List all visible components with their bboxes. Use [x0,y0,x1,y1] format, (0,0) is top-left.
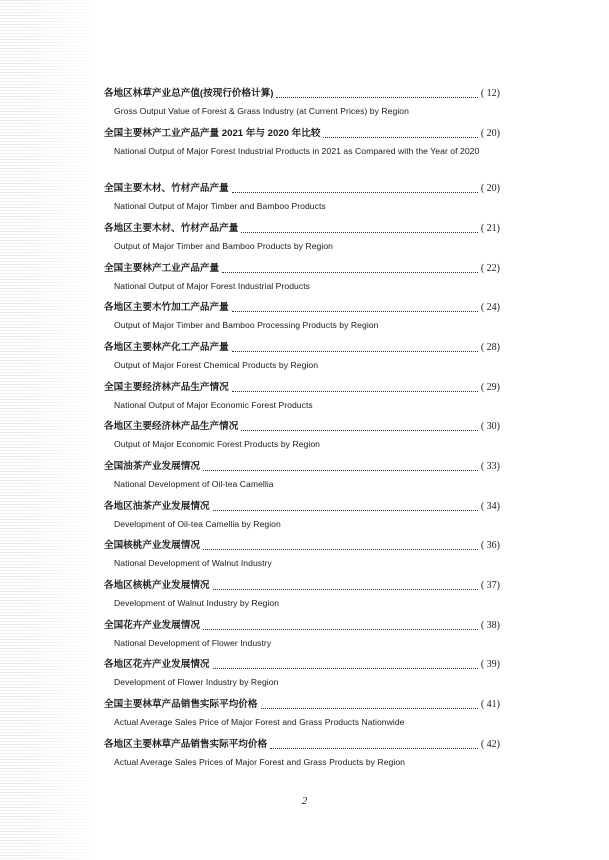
toc-entry[interactable] [104,459,500,499]
toc-entry-heading [104,618,500,634]
toc-chinese-title: 各地区核桃产业发展情况 [104,580,210,592]
toc-chinese-title: 各地区主要木材、竹材产品产量 [104,222,239,234]
toc-entry-heading [104,126,500,142]
toc-chinese-title: 各地区林草产业总产值(按现行价格计算) [104,88,274,99]
dot-leader [323,137,477,138]
toc-page-reference: ( 28) [480,341,500,353]
toc-chinese-title: 全国主要林产工业产品产量 [104,262,220,274]
toc-page-reference: ( 39) [480,659,500,671]
toc-chinese-title: 全国主要经济林产品生产情况 [104,381,229,393]
toc-entry-heading [104,538,500,554]
toc-entry[interactable] [104,618,500,658]
toc-entry[interactable] [104,86,500,126]
dot-leader [232,351,478,352]
toc-entry[interactable] [104,538,500,578]
dot-leader [203,470,478,471]
toc-page-reference: ( 24) [480,302,500,314]
dot-leader [213,589,478,590]
toc-chinese-title: 全国主要木材、竹材产品产量 [104,183,229,195]
toc-chinese-title: 各地区花卉产业发展情况 [104,659,210,671]
dot-leader [232,192,478,193]
toc-chinese-title: 各地区主要经济林产品生产情况 [104,421,239,433]
toc-entry[interactable] [104,578,500,618]
toc-entry-heading [104,737,500,753]
toc-entry-heading [104,181,500,197]
toc-english-title: National Development of Oil-tea Camellia [114,479,274,489]
toc-entry[interactable] [104,419,500,459]
toc-page-reference: ( 37) [480,580,500,592]
toc-chinese-title: 各地区主要林产化工产品产量 [104,341,229,353]
dot-leader [222,272,478,273]
toc-entry-heading [104,300,500,316]
toc-english-title: Output of Major Timber and Bamboo Products by Region [114,240,333,251]
toc-page-reference: ( 41) [480,699,500,711]
toc-page-reference: ( 42) [480,738,500,750]
toc-entry-heading [104,221,500,237]
toc-entry[interactable] [104,126,500,182]
toc-chinese-title: 全国油茶产业发展情况 [104,461,200,472]
toc-english-title: National Development of Walnut Industry [114,558,272,569]
dot-leader [270,748,478,749]
toc-english-title: Output of Major Timber and Bamboo Processing Products by Region [114,320,379,331]
toc-english-title: Gross Output Value of Forest & Grass Industry (at Current Prices) by Region [114,106,409,116]
toc-entry[interactable] [104,300,500,340]
dot-leader [241,232,478,233]
dot-leader [276,97,477,98]
toc-page-reference: ( 20) [480,127,500,139]
toc-entry-heading [104,459,500,475]
toc-entry[interactable] [104,181,500,221]
toc-english-title: National Output of Major Forest Industrial Products in 2021 as Compared with the Year of 2020 [114,145,480,156]
toc-chinese-title: 各地区主要木竹加工产品产量 [104,302,229,314]
toc-entry-heading [104,380,500,396]
toc-page-reference: ( 30) [480,421,500,433]
toc-entry[interactable] [104,499,500,539]
toc-english-title: Development of Walnut Industry by Region [114,598,280,609]
toc-entry-heading [104,578,500,594]
toc-english-title: Development of Oil-tea Camellia by Region [114,518,281,529]
page-number: 2 [301,795,308,807]
dot-leader [213,510,478,511]
toc-english-title: National Output of Major Timber and Bamboo Products [114,201,326,212]
toc-entry[interactable] [104,737,500,777]
toc-entry-heading [104,86,500,102]
dot-leader [232,391,478,392]
decorative-stripe-band [0,0,100,860]
dot-leader [232,311,478,312]
toc-english-title: Output of Major Economic Forest Products by Region [114,439,320,450]
toc-page-reference: ( 38) [480,619,500,631]
toc-entry-heading [104,340,500,356]
toc-english-title: National Output of Major Economic Forest Products [114,399,313,410]
toc-entry-heading [104,697,500,713]
dot-leader [203,549,478,550]
toc-chinese-title: 各地区油茶产业发展情况 [104,500,210,512]
toc-page-reference: ( 33) [480,461,500,472]
toc-english-title: National Development of Flower Industry [114,637,272,648]
toc-english-title: Actual Average Sales Prices of Major Forest and Grass Products by Region [114,756,405,767]
toc-entry[interactable] [104,380,500,420]
toc-page-reference: ( 29) [480,381,500,393]
toc-chinese-title: 全国主要林产工业产品产量 2021 年与 2020 年比较 [104,127,321,139]
dot-leader [241,430,478,431]
toc-chinese-title: 全国核桃产业发展情况 [104,540,200,552]
toc-english-title: National Output of Major Forest Industrial Products [114,280,310,291]
toc-chinese-title: 各地区主要林草产品销售实际平均价格 [104,738,268,750]
toc-entry[interactable] [104,697,500,737]
toc-english-title: Actual Average Sales Price of Major Forest and Grass Products Nationwide [114,717,405,728]
toc-page-reference: ( 21) [480,222,500,234]
toc-chinese-title: 全国花卉产业发展情况 [104,619,200,631]
table-of-contents [104,86,500,777]
toc-chinese-title: 全国主要林草产品销售实际平均价格 [104,699,258,711]
dot-leader [261,708,478,709]
dot-leader [213,668,478,669]
toc-entry[interactable] [104,340,500,380]
toc-page-reference: ( 36) [480,540,500,552]
toc-page-reference: ( 22) [480,262,500,274]
toc-entry-heading [104,261,500,277]
toc-page-reference: ( 20) [480,183,500,195]
toc-entry-heading [104,657,500,673]
dot-leader [203,629,478,630]
toc-page-reference: ( 12) [480,88,500,99]
toc-entry[interactable] [104,657,500,697]
toc-english-title: Output of Major Forest Chemical Products by Region [114,359,319,370]
toc-entry[interactable] [104,261,500,301]
toc-entry-heading [104,499,500,515]
toc-page-reference: ( 34) [480,500,500,512]
toc-english-title: Development of Flower Industry by Region [114,677,279,688]
toc-entry-heading [104,419,500,435]
toc-entry[interactable] [104,221,500,261]
